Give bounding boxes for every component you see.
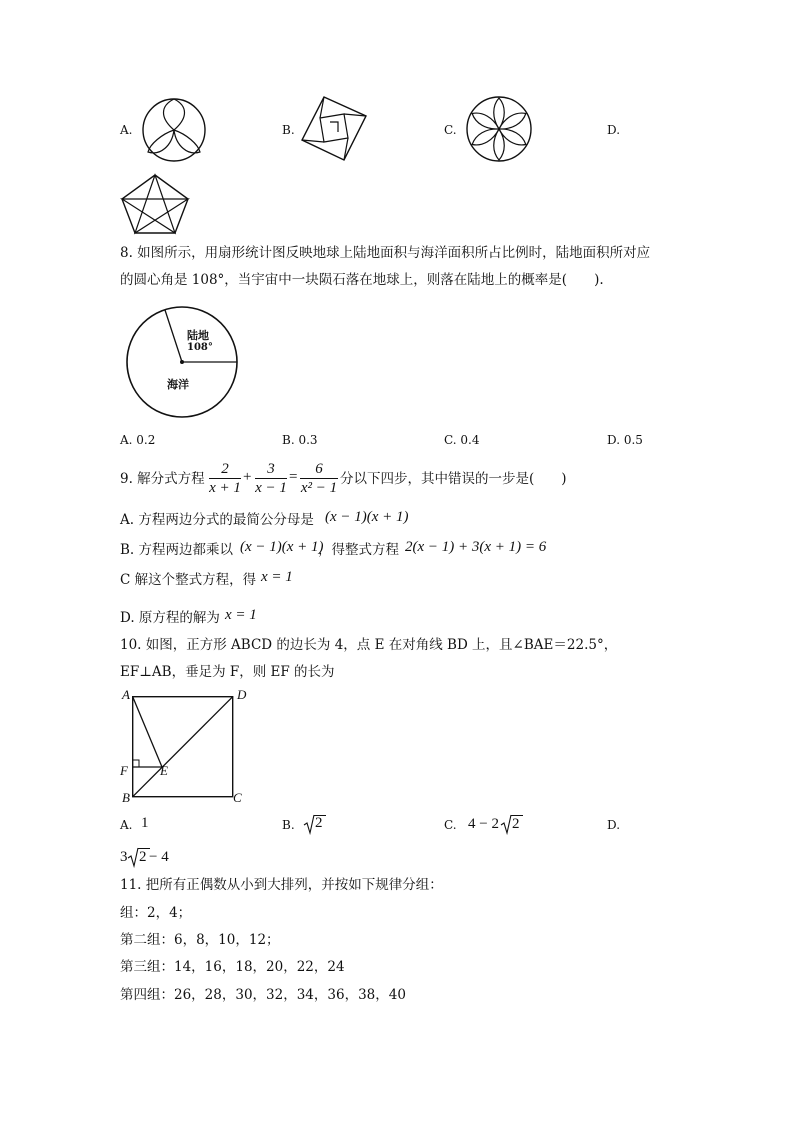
q10-label-f: F [120, 763, 128, 778]
q11-group-3: 第三组：14，16，18，20，22，24 [120, 959, 345, 975]
q9-option-a-text: A. 方程两边分式的最简公分母是 [120, 512, 314, 528]
q10-option-b-value: 2 [315, 815, 323, 831]
q7-figure-a [140, 98, 208, 162]
q9-fraction-2: $\frac{3}{x - 1}$ [255, 461, 287, 496]
q7-option-a-label: A. [120, 123, 133, 137]
q7-option-b-label: B. [282, 123, 295, 137]
q11-group-4: 第四组：26，28，30，32，34，36，38，40 [120, 987, 406, 1003]
q8-ocean-label: 海洋 [167, 378, 189, 391]
q10-label-d: D [237, 687, 247, 702]
q10-label-c: C [233, 790, 242, 805]
q9-option-c-math: x = 1 [261, 569, 293, 585]
q10-option-d-value-part1: 3 [120, 849, 128, 865]
q10-label-e: E [160, 763, 168, 778]
q7-figure-b [300, 96, 368, 162]
q7-figure-d [120, 173, 190, 235]
q9-option-b-text1: B. 方程两边都乘以 [120, 542, 234, 558]
q10-option-d-value-part2: 2 [139, 849, 147, 865]
q9-stem-suffix: 分以下四步，其中错误的一步是( ) [340, 471, 567, 487]
q9-equals: = [289, 469, 298, 485]
sqrt-symbol [128, 847, 138, 867]
q10-option-d-label: D. [607, 818, 621, 832]
sqrt-symbol [304, 814, 314, 834]
q8-pie-figure [124, 306, 240, 418]
q9-option-d-math: x = 1 [225, 607, 257, 623]
q9-option-b-math1: (x − 1)(x + 1) [240, 539, 324, 555]
q10-option-c-label: C. [444, 818, 457, 832]
q8-option-b: B. 0.3 [282, 433, 318, 447]
q9-fraction-3: $\frac{6}{\text{x² − 1}}$ [300, 461, 338, 496]
q9-plus: + [243, 469, 252, 485]
q9-option-a-math: (x − 1)(x + 1) [325, 509, 409, 525]
q10-option-a-value: 1 [141, 815, 149, 831]
q9-option-b-text2: ，得整式方程 [318, 542, 399, 558]
q9-stem-prefix: 9. 解分式方程 [120, 471, 205, 487]
q11-stem: 11. 把所有正偶数从小到大排列，并按如下规律分组： [120, 877, 443, 893]
q8-stem-line1: 8. 如图所示，用扇形统计图反映地球上陆地面积与海洋面积所占比例时，陆地面积所对应 [120, 245, 651, 261]
q8-option-c: C. 0.4 [444, 433, 480, 447]
q10-option-d-value-part3: − 4 [149, 849, 169, 865]
q7-figure-c [466, 96, 532, 162]
q10-option-c-value-part2: 2 [512, 816, 520, 832]
q8-option-d: D. 0.5 [607, 433, 643, 447]
q10-option-a-label: A. [120, 818, 133, 832]
q10-stem-line1: 10. 如图，正方形 ABCD 的边长为 4，点 E 在对角线 BD 上，且∠BAE＝22.5°， [120, 637, 618, 653]
q9-option-c-text: C 解这个整式方程，得 [120, 572, 257, 588]
q9-fraction-1: $\frac{2}{x + 1}$ [209, 461, 241, 496]
q10-label-b: B [122, 790, 130, 805]
q10-option-c-value-part1: 4 − 2 [468, 816, 499, 832]
q11-group-1: 组：2，4； [120, 905, 192, 921]
q7-option-d-label: D. [607, 123, 621, 137]
q9-option-b-math2: 2(x − 1) + 3(x + 1) = 6 [405, 539, 547, 555]
q10-label-a: A [122, 687, 130, 702]
q9-option-d-text: D. 原方程的解为 [120, 610, 220, 626]
q8-option-a: A. 0.2 [120, 433, 156, 447]
q10-option-b-label: B. [282, 818, 295, 832]
q7-option-c-label: C. [444, 123, 457, 137]
q10-square-figure [132, 696, 234, 798]
sqrt-symbol [501, 814, 511, 834]
q8-stem-line2: 的圆心角是 108°，当宇宙中一块陨石落在地球上，则落在陆地上的概率是( ). [120, 272, 604, 288]
q11-group-2: 第二组：6，8，10，12； [120, 932, 280, 948]
q8-land-label: 陆地 [187, 329, 209, 342]
q10-stem-line2: EF⊥AB，垂足为 F，则 EF 的长为 [120, 664, 335, 680]
q8-angle-label: 108° [187, 342, 213, 353]
